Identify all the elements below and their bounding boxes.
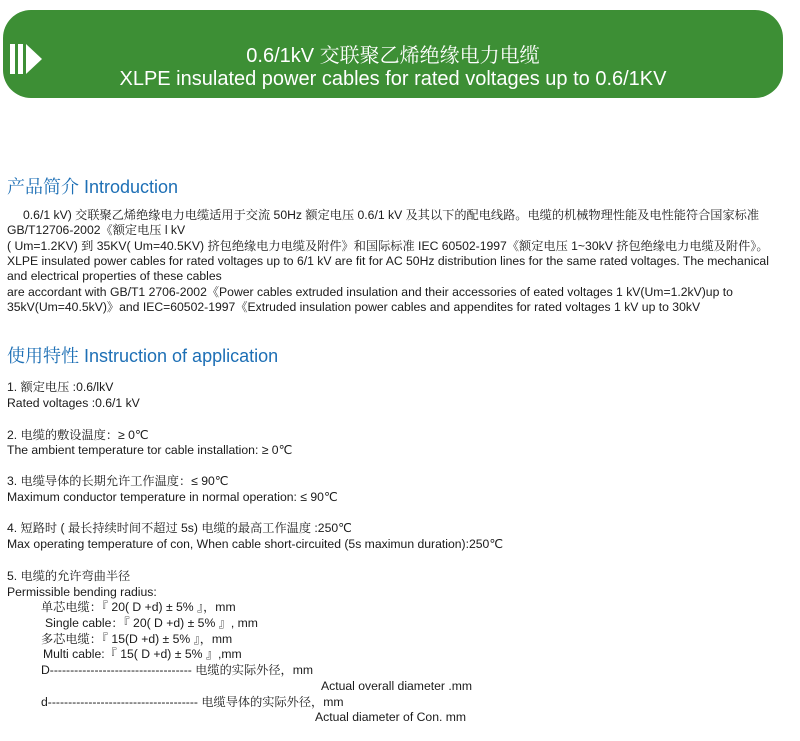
item5-cn: 5. 电缆的允许弯曲半径: [7, 569, 131, 583]
intro-line: GB/T12706-2002《额定电压 l kV: [7, 223, 186, 237]
single-cable-cn: 单芯电缆：『 20( D +d) ± 5% 』，mm: [41, 600, 236, 614]
item2-en: The ambient temperature tor cable installation: ≥ 0℃: [7, 443, 293, 457]
banner-title-en: XLPE insulated power cables for rated voltages up to 0.6/1KV: [119, 68, 667, 90]
intro-line: are accordant with GB/T1 2706-2002《Power cables extruded insulation and their accessories of eated voltages 1 kV(Um=1.2kV)up to: [7, 285, 733, 299]
item2-cn: 2. 电缆的敷设温度：≥ 0℃: [7, 428, 149, 442]
d-definition: d------------------------------------- 电缆导体的实际外径，mm: [41, 695, 344, 709]
intro-heading: 产品简介 Introduction: [7, 177, 179, 197]
multi-cable-cn: 多芯电缆：『 15(D +d) ± 5% 』，mm: [41, 632, 233, 646]
item1-cn: 1. 额定电压 :0.6/lkV: [7, 380, 114, 394]
single-cable-en: Single cable：『 20( D +d) ± 5% 』, mm: [45, 616, 258, 630]
D-definition-en: Actual overall diameter .mm: [321, 679, 473, 693]
item3-cn: 3. 电缆导体的长期允许工作温度：≤ 90℃: [7, 474, 229, 488]
d-definition-en: Actual diameter of Con. mm: [315, 710, 467, 724]
intro-line: 0.6/1 kV) 交联聚乙烯绝缘电力电缆适用于交流 50Hz 额定电压 0.6/1 kV 及其以下的配电线路。电缆的机械物理性能及电性能符合国家标准: [23, 208, 760, 222]
intro-line: 35kV(Um=40.5kV)》and IEC=60502-1997《Extruded insulation power cables and appendites for rated voltages 1 kV up to 30kV: [7, 300, 701, 314]
banner-title-cn: 0.6/1kV 交联聚乙烯绝缘电力电缆: [246, 45, 540, 67]
item3-en: Maximum conductor temperature in normal operation: ≤ 90℃: [7, 490, 338, 504]
item1-en: Rated voltages :0.6/1 kV: [7, 396, 140, 410]
item4-en: Max operating temperature of con, When cable short-circuited (5s maximun duration):250℃: [7, 537, 504, 551]
D-definition: D----------------------------------- 电缆的实际外径，mm: [41, 663, 314, 677]
intro-line: and electrical properties of these cables: [7, 269, 222, 283]
item5-en: Permissible bending radius:: [7, 585, 157, 599]
multi-cable-en: Multi cable:『 15( D +d) ± 5% 』,mm: [43, 647, 242, 661]
intro-line: XLPE insulated power cables for rated voltages up to 6/1 kV are fit for AC 50Hz distribution lines for the same rated voltages. The mechanical: [7, 254, 769, 268]
item4-cn: 4. 短路时 ( 最长持续时间不超过 5s) 电缆的最高工作温度 :250℃: [7, 521, 352, 535]
intro-line: ( Um=1.2KV) 到 35KV( Um=40.5KV) 挤包绝缘电力电缆及附件》和国际标准 IEC 60502-1997《额定电压 1~30kV 挤包绝缘电力电缆及附件》。: [7, 239, 769, 253]
title-banner: [3, 10, 783, 98]
application-heading: 使用特性 Instruction of application: [7, 346, 279, 366]
